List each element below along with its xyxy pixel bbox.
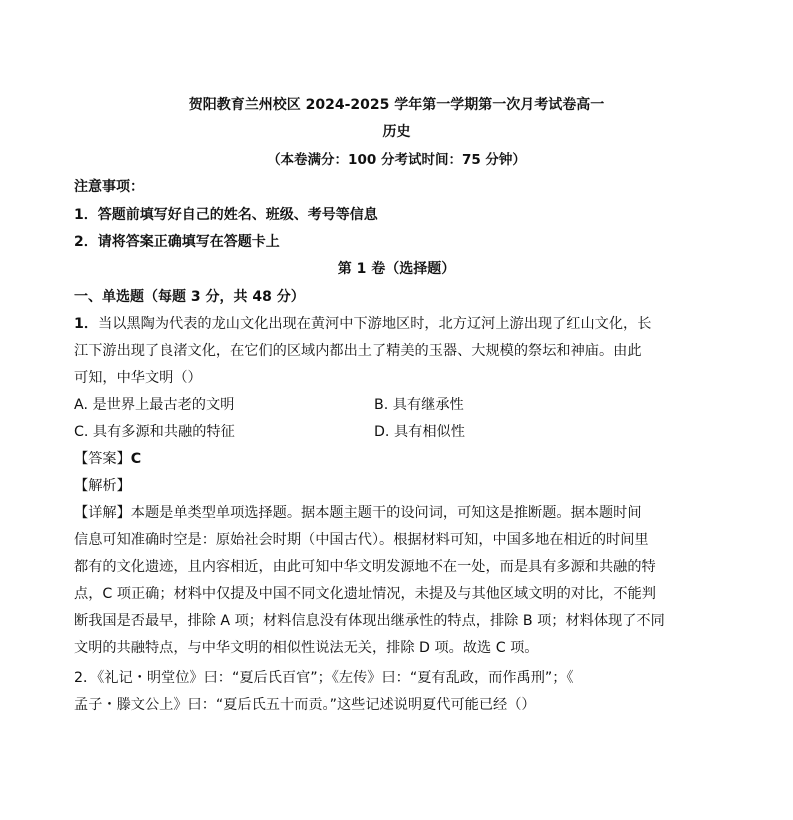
notes-item-1: 1．答题前填写好自己的姓名、班级、考号等信息: [74, 207, 378, 223]
answer-value: C: [130, 451, 142, 467]
detail-line-1: 【详解】本题是单类型单项选择题。据本题主题干的设问词，可知这是推断题。据本题时间: [74, 505, 642, 521]
question-1-stem-line-2: 江下游出现了良渚文化，在它们的区域内都出土了精美的玉器、大规模的祭坛和神庙。由此: [74, 343, 642, 359]
detail-line-2: 信息可知准确时空是：原始社会时期（中国古代）。根据材料可知，中国多地在相近的时间里: [74, 532, 649, 548]
exam-title: 贺阳教育兰州校区 2024-2025 学年第一学期第一次月考试卷高一: [188, 97, 605, 113]
question-2-line-2: 孟子・滕文公上》曰：“夏后氏五十而贡。”这些记述说明夏代可能已经（）: [74, 697, 536, 713]
option-c: C. 具有多源和共融的特征: [74, 424, 235, 440]
answer-line: [74, 449, 141, 469]
subject-title: 历史: [382, 124, 411, 140]
question-1-number: 1．: [74, 316, 99, 332]
option-b: B. 具有继承性: [374, 397, 464, 413]
option-d: D. 具有相似性: [374, 424, 465, 440]
option-a: A. 是世界上最古老的文明: [74, 397, 235, 413]
question-1-stem-line-3: 可知，中华文明（）: [74, 370, 202, 386]
question-2-line-1: 2．《礼记・明堂位》曰：“夏后氏百官”；《左传》曰：“夏有乱政，而作禹刑”；《: [74, 670, 574, 686]
section-title: 一、单选题（每题 3 分，共 48 分）: [74, 289, 305, 305]
notes-heading: 注意事项：: [74, 179, 144, 195]
analysis-label: 【解析】: [74, 478, 131, 494]
detail-line-5: 断我国是否最早，排除 A 项；材料信息没有体现出继承性的特点，排除 B 项；材料体现了不同: [74, 613, 665, 629]
exam-info: （本卷满分：100 分考试时间：75 分钟）: [267, 152, 526, 168]
detail-line-4: 点，C 项正确；材料中仅提及中国不同文化遗址情况，未提及与其他区域文明的对比，不能判: [74, 586, 656, 602]
notes-item-2: 2．请将答案正确填写在答题卡上: [74, 234, 280, 250]
detail-line-6: 文明的共融特点，与中华文明的相似性说法无关，排除 D 项。故选 C 项。: [74, 640, 539, 656]
detail-line-3: 都有的文化遗迹，且内容相近，由此可知中华文明发源地不在一处，而是具有多源和共融的特: [74, 559, 656, 575]
question-1-stem-line-1: 1．当以黑陶为代表的龙山文化出现在黄河中下游地区时，北方辽河上游出现了红山文化，长: [74, 316, 652, 332]
volume-title: 第 1 卷（选择题）: [337, 261, 456, 277]
answer-label: 【答案】: [74, 451, 131, 467]
